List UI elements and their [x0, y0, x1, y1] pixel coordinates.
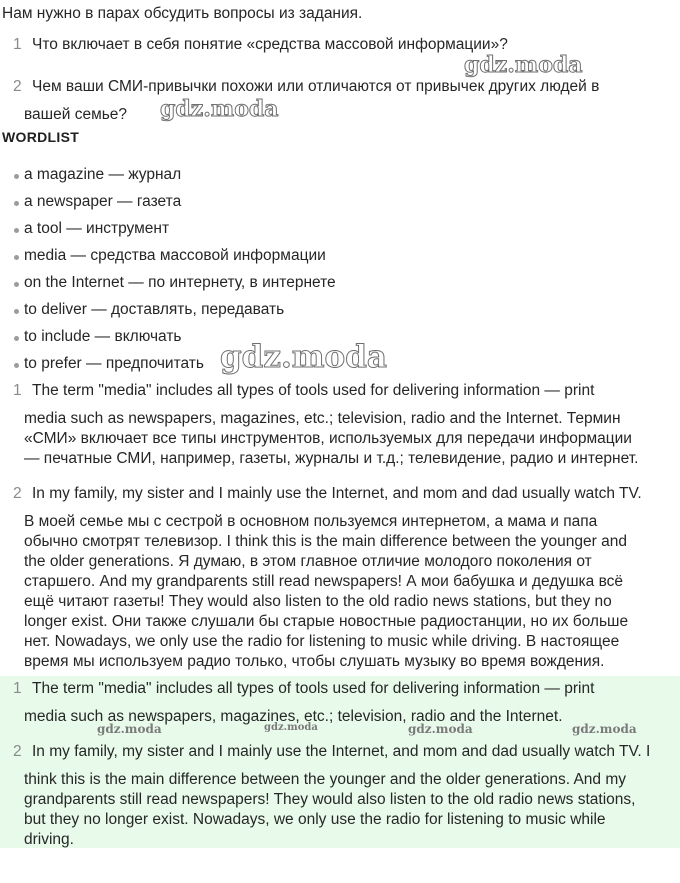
question-2-line-1: Чем ваши СМИ-привычки похожи или отличаются от привычек других людей в	[32, 78, 600, 95]
english-2-line: think this is the main difference between the younger and the older generations. And my	[24, 771, 627, 788]
answer-1-line: «СМИ» включает все типы инструментов, используемых для передачи информации	[24, 430, 632, 447]
watermark: gdz.moda	[464, 52, 583, 78]
answer-1-line: media such as newspapers, magazines, etc.; television, radio and the Internet. Термин	[24, 410, 621, 427]
wordlist-item: a magazine — журнал	[24, 166, 182, 183]
answer-2-line: нет. Nowadays, we only use the radio for listening to music while driving. В настоящее	[24, 633, 620, 650]
watermark: gdz.moda	[408, 722, 473, 736]
english-number-2: 2	[13, 743, 22, 760]
watermark: gdz.moda	[572, 722, 637, 736]
bullet-icon	[14, 363, 19, 368]
answer-2-line: In my family, my sister and I mainly use the Internet, and mom and dad usually watch TV.	[32, 485, 642, 502]
wordlist-item: to prefer — предпочитать	[24, 355, 204, 372]
answer-2-line: ещё читают газеты! They would also listen to the old radio news stations, but they no	[24, 593, 612, 610]
question-number-1: 1	[13, 36, 22, 53]
wordlist-item: to deliver — доставлять, передавать	[24, 301, 285, 318]
watermark: gdz.moda	[97, 722, 162, 736]
bullet-icon	[14, 174, 19, 179]
english-2-line: grandparents still read newspapers! They would also listen to the old radio news stations,	[24, 791, 636, 808]
answer-2-line: старшего. And my grandparents still read newspapers! А мои бабушка и дедушка всё	[24, 573, 624, 590]
watermark: gdz.moda	[264, 722, 318, 733]
answer-2-line: время мы используем радио только, чтобы слушать музыку во время вождения.	[24, 653, 605, 670]
wordlist-item: media — средства массовой информации	[24, 247, 326, 264]
wordlist-item: on the Internet — по интернету, в интернете	[24, 274, 336, 291]
bullet-icon	[14, 201, 19, 206]
answer-number-2: 2	[13, 485, 22, 502]
wordlist-item: to include — включать	[24, 328, 182, 345]
bullet-icon	[14, 255, 19, 260]
question-1: Что включает в себя понятие «средства массовой информации»?	[32, 36, 508, 53]
answer-2-line: обычно смотрят телевизор. I think this is the main difference between the younger and	[24, 533, 627, 550]
answer-2-line: the older generations. Я думаю, в этом главное отличие молодого поколения от	[24, 553, 592, 570]
answer-2-line: В моей семье мы с сестрой в основном пользуемся интернетом, а мама и папа	[24, 513, 598, 530]
english-1-line: The term "media" includes all types of tools used for delivering information — print	[32, 680, 595, 697]
wordlist-heading: WORDLIST	[2, 129, 80, 145]
english-2-line: driving.	[24, 831, 74, 848]
bullet-icon	[14, 309, 19, 314]
english-2-line: but they no longer exist. Nowadays, we only use the radio for listening to music while	[24, 811, 606, 828]
watermark: gdz.moda	[220, 339, 387, 375]
answer-number-1: 1	[13, 382, 22, 399]
answer-1-line: — печатные СМИ, например, газеты, журналы и т.д.; телевидение, радио и интернет.	[24, 450, 639, 467]
question-number-2: 2	[13, 78, 22, 95]
answer-1-line: The term "media" includes all types of tools used for delivering information — print	[32, 382, 595, 399]
wordlist-item: a tool — инструмент	[24, 220, 170, 237]
english-1-line: media such as newspapers, magazines, etc.; television, radio and the Internet.	[24, 708, 563, 725]
bullet-icon	[14, 282, 19, 287]
bullet-icon	[14, 336, 19, 341]
task-intro: Нам нужно в парах обсудить вопросы из задания.	[2, 5, 363, 22]
wordlist-item: a newspaper — газета	[24, 193, 182, 210]
question-2-line-2: вашей семье?	[24, 106, 128, 123]
watermark: gdz.moda	[160, 96, 279, 122]
english-number-1: 1	[13, 680, 22, 697]
english-2-line: In my family, my sister and I mainly use the Internet, and mom and dad usually watch TV. I	[32, 743, 651, 760]
bullet-icon	[14, 228, 19, 233]
answer-2-line: longer exist. Они также слушали бы старые новостные радиостанции, но их больше	[24, 613, 629, 630]
